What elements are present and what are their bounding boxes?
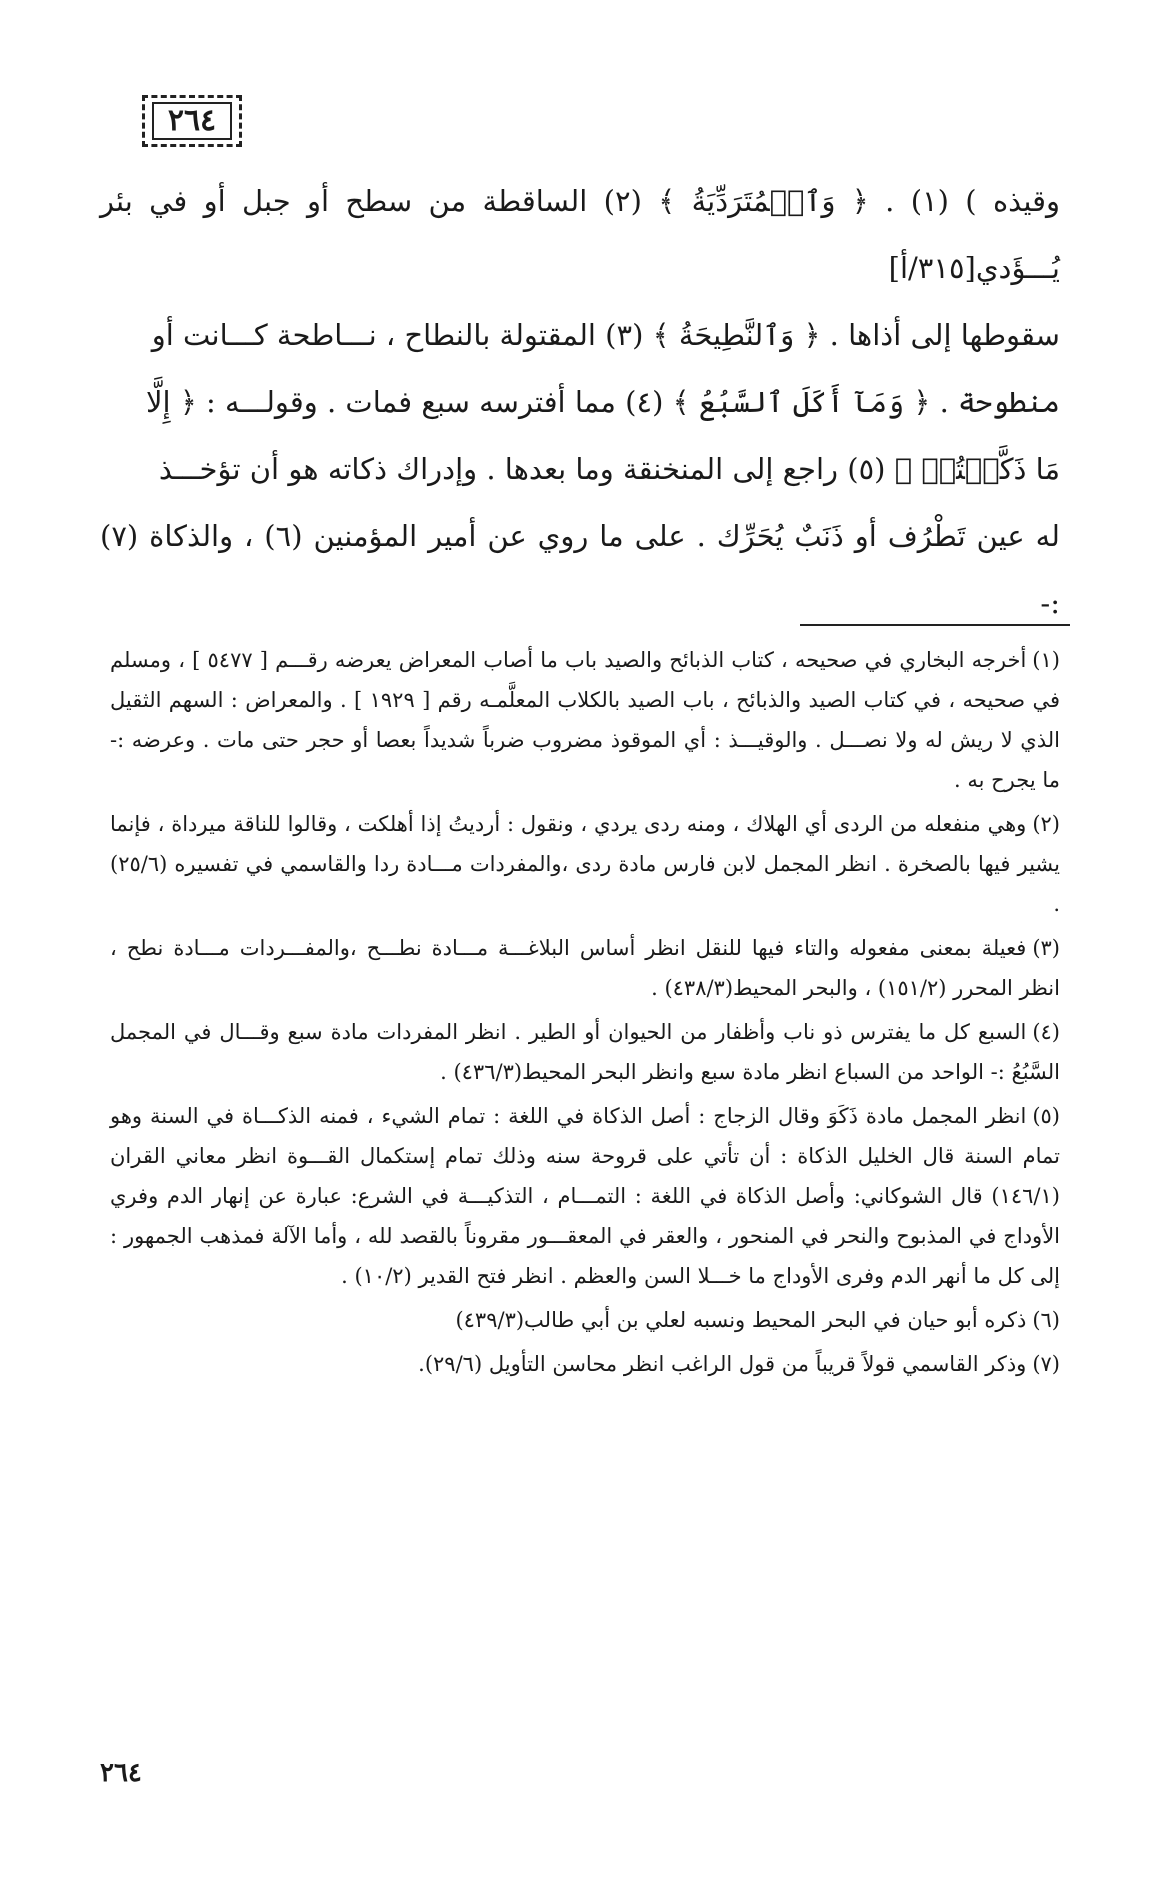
main-text-line: وقيذه ) (١) . ﴿ وَٱلۡمُتَرَدِّيَةُ ﴾ (٢) الساقطة من سطح أو جبل أو في بئر يُـــؤَدي[٣١٥/أ] [100,184,1060,285]
footnote-text: السبع كل ما يفترس ذو ناب وأظفار من الحيوان أو الطير . انظر المفردات مادة سبع وقـــال في المجمل السَّبُعُ :- الواحد من السباع انظر مادة سبع وانظر البحر المحيط(٤٣٦/٣) . [110,1020,1060,1084]
footnotes-section [110,640,1060,1388]
footnote-6 [110,1300,1060,1340]
main-text-line: له عين تَطْرُف أو ذَنَبٌ يُحَرِّك . على ما روي عن أمير المؤمنين (٦) ، والذكاة (٧) :- [100,519,1060,620]
page-footer-number: ٢٦٤ [100,1758,142,1788]
main-text-line: منطوحة . ﴿ وَمَآ أَكَلَ ٱلسَّبُعُ ﴾ (٤) مما أفترسه سبع فمات . وقولـــه : ﴿ إِلَّا [146,385,1060,419]
footnote-2 [110,804,1060,924]
footnote-3 [110,928,1060,1008]
footnote-1 [110,640,1060,800]
footnote-number: (٥) [1032,1104,1060,1128]
footnote-divider [800,624,1070,626]
footnote-number: (٦) [1032,1308,1060,1332]
main-text-block [100,168,1060,637]
main-text-line: مَا ذَكَّيۡتُمۡ ﴾ (٥) راجع إلى المنخنقة وما بعدها . وإدراك ذكاته هو أن تؤخـــذ [158,452,1060,486]
footnote-7 [110,1344,1060,1384]
footnote-4 [110,1012,1060,1092]
main-text-line: سقوطها إلى أذاها . ﴿ وَٱلنَّطِيحَةُ ﴾ (٣) المقتولة بالنطاح ، نـــاطحة كـــانت أو [151,318,1060,352]
page-number-badge-label: ٢٦٤ [152,102,232,140]
footnote-text: ذكره أبو حيان في البحر المحيط ونسبه لعلي بن أبي طالب(٤٣٩/٣) [455,1308,1027,1332]
footnote-number: (٢) [1032,812,1060,836]
footnote-text: وذكر القاسمي قولاً قريباً من قول الراغب انظر محاسن التأويل (٢٩/٦). [418,1352,1027,1376]
page-number-badge [142,95,242,147]
footnote-text: فعيلة بمعنى مفعوله والتاء فيها للنقل انظر أساس البلاغـــة مـــادة نطـــح ،والمفـــردات مـــادة نطح ، انظر المحرر (١٥١/٢) ، والبحر المحيط(٤٣٨/٣) . [110,936,1060,1000]
footnote-number: (٣) [1032,936,1060,960]
footnote-text: انظر المجمل مادة ذَكَوَ وقال الزجاج : أصل الذكاة في اللغة : تمام الشيء ، فمنه الذكـــاة في السنة وهو تمام السنة قال الخليل الذكاة : أن تأتي على قروحة سنه وذلك تمام إستكمال القـــوة انظر معاني القران (١٤٦/١) قال الشوكاني: وأصل الذكاة في اللغة : التمـــام ، التذكيـــة في الشرع: عبارة عن إنهار الدم وفري الأوداج في المذبوح والنحر في المنحور ، والعقر في المعقـــور مقروناً بالقصد لله ، وأما الآلة فمذهب الجمهور : إلى كل ما أنهر الدم وفرى الأوداج ما خـــلا السن والعظم . انظر فتح القدير (١٠/٢) . [110,1104,1060,1288]
footnote-number: (١) [1032,648,1060,672]
footnote-text: وهي منفعله من الردى أي الهلاك ، ومنه ردى يردي ، ونقول : أرديتُ إذا أهلكت ، وقالوا للناقة ميرداة ، فإنما يشير فيها بالصخرة . انظر المجمل لابن فارس مادة ردى ،والمفردات مـــادة ردا والقاسمي في تفسيره (٢٥/٦) . [110,812,1060,916]
footnote-text: أخرجه البخاري في صحيحه ، كتاب الذبائح والصيد باب ما أصاب المعراض يعرضه رقـــم [ ٥٤٧٧ ] ، ومسلم في صحيحه ، في كتاب الصيد والذبائح ، باب الصيد بالكلاب المعلَّمـه رقم [ ١٩٢٩ ] . والمعراض : السهم الثقيل الذي لا ريش له ولا نصـــل . والوقيـــذ : أي الموقوذ مضروب ضرباً شديداً بعصا أو حجر حتى مات . وعرضه :- ما يجرح به . [110,648,1060,792]
footnote-5 [110,1096,1060,1296]
footnote-number: (٧) [1032,1352,1060,1376]
footnote-number: (٤) [1032,1020,1060,1044]
